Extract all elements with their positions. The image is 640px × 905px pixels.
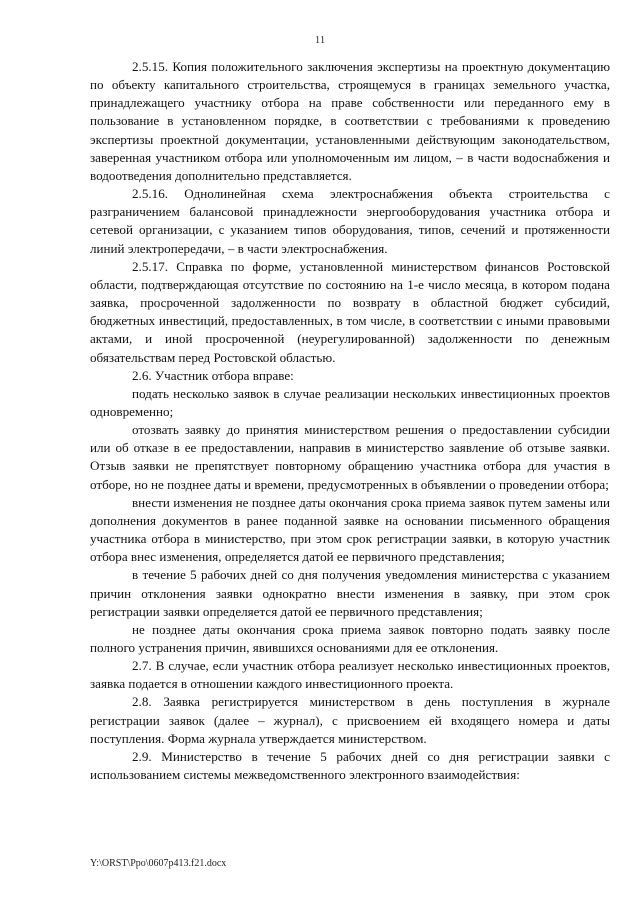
paragraph-2-6: 2.6. Участник отбора вправе: [132, 367, 294, 383]
paragraph-2-8: 2.8. Заявка регистрируется министерством в день поступления в журнале регистрации заявок (далее – журнал), с присвоением ей входящего номера и даты поступления. Форма журнала утверждается министерством. [90, 694, 610, 746]
paragraph-2-6-item-3: внести изменения не позднее даты окончания срока приема заявок путем замены или дополнения документов в ранее поданной заявке на основании письменного обращения участника отбора в министерство, при этом срок регистрации заявки, в которую участник отбора внес изменения, определяется датой ее первичного представления; [90, 494, 610, 565]
paragraph-2-9: 2.9. Министерство в течение 5 рабочих дней со дня регистрации заявки с использованием системы межведомственного электронного взаимодействия: [90, 748, 610, 783]
paragraph-2-5-17: 2.5.17. Справка по форме, установленной министерством финансов Ростовской области, подтверждающая отсутствие по состоянию на 1-е число месяца, в котором подана заявка, просроченной задолженности по возврату в областной бюджет субсидий, бюджетных инвестиций, предоставленных, в том числе, в соответствии с иными правовыми актами, и иной просроченной (неурегулированной) задолженности по денежным обязательствам перед Ростовской областью. [90, 258, 610, 365]
paragraph-2-5-16: 2.5.16. Однолинейная схема электроснабжения объекта строительства с разграничением балансовой принадлежности энергооборудования участника отбора и сетевой организации, с указанием типов оборудования, типов, сечений и протяженности линий электропередачи, – в части электроснабжения. [90, 186, 610, 256]
paragraph-2-6-item-1: подать несколько заявок в случае реализации нескольких инвестиционных проектов одновременно; [90, 385, 610, 419]
paragraph-2-6-item-2: отозвать заявку до принятия министерством решения о предоставлении субсидии или об отказе в ее предоставлении, направив в министерство заявление об отзыве заявки. Отзыв заявки не препятствует повторному обращению участника отбора для участия в отборе, но не позднее даты и времени, предусмотренных в объявлении о проведении отбора; [90, 422, 610, 492]
paragraph-2-7: 2.7. В случае, если участник отбора реализует несколько инвестиционных проектов, заявка подается в отношении каждого инвестиционного проекта. [90, 658, 610, 692]
paragraph-2-6-item-4: в течение 5 рабочих дней со дня получения уведомления министерства с указанием причин отклонения заявки однократно внести изменения в заявку, при этом срок регистрации заявки определяется датой ее первичного представления; [90, 567, 610, 619]
paragraph-2-6-item-5: не позднее даты окончания срока приема заявок повторно подать заявку после полного устранения причин, явившихся основаниями для ее отклонения. [90, 621, 610, 655]
page-number: 11 [314, 34, 326, 46]
document-body [90, 58, 610, 784]
footer-file-path: Y:\ORST\Ppo\0607p413.f21.docx [90, 858, 227, 869]
paragraph-2-5-15: 2.5.15. Копия положительного заключения экспертизы на проектную документацию по объекту капитального строительства, строящемуся в границах земельного участка, принадлежащего участнику отбора на праве собственности или переданного ему в пользование в установленном порядке, в соответствии с требованиями к проведению экспертизы проектной документации, установленными действующим законодательством, заверенная участником отбора или уполномоченным им лицом, – в части водоснабжения и водоотведения дополнительно представляется. [90, 59, 610, 183]
